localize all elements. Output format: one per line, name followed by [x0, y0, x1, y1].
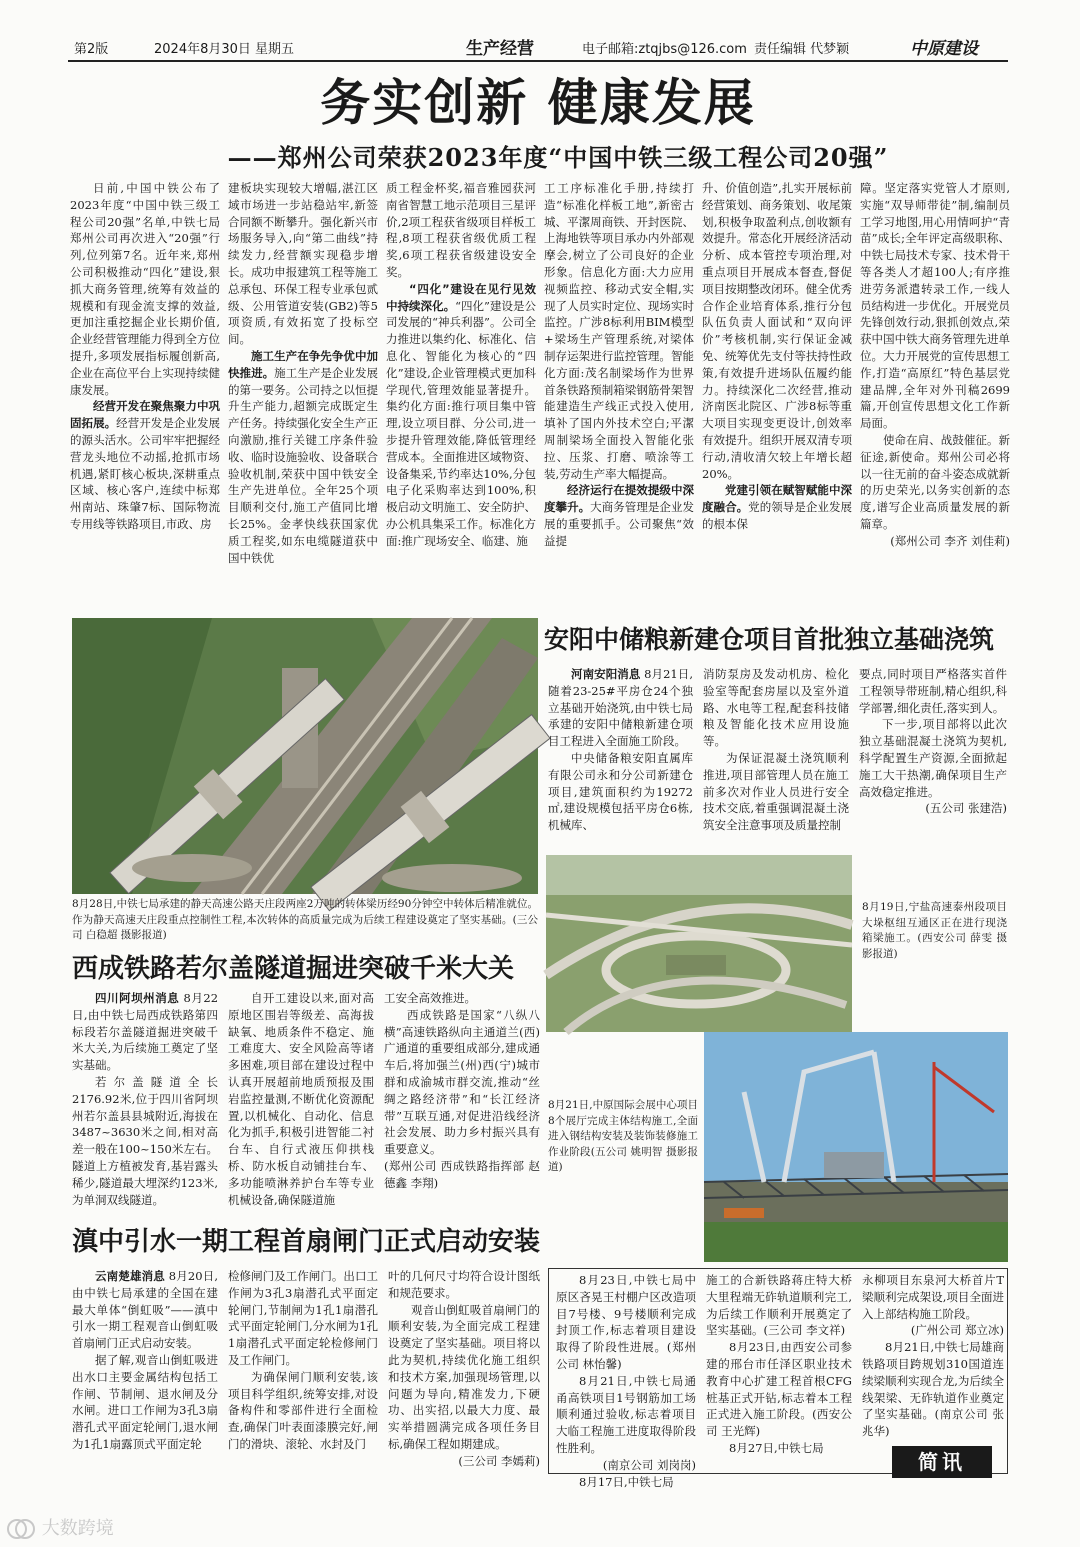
lead-paragraph: 建板块实现较大增幅,湛江区域市场进一步站稳站牢,新签合同额不断攀升。强化新兴市场服务导入,向“第二曲线”持续发力,经营额实现稳步增长。成功申报建筑工程等施工总承包、环保工程专业承包贰级、公用管道安装(GB2)等5项资质,有效拓宽了投标空间。: [228, 181, 378, 347]
ruoergai-byline: (郑州公司 西成铁路指挥部 赵德鑫 李翔): [384, 1158, 540, 1190]
watermark-text: 大数跨境: [41, 1518, 114, 1539]
anyang-column-2: [703, 666, 849, 858]
anyang-dateline: 河南安阳消息: [571, 667, 641, 681]
lead-headline: 务实创新 健康发展: [320, 73, 756, 132]
brief-item: 永柳项目东泉河大桥首片T梁顺利完成架设,项目全面进入上部结构施工阶段。: [862, 1273, 1004, 1321]
ruoergai-column-2: [228, 990, 374, 1214]
article-paragraph: 为保证混凝土浇筑顺利推进,项目部管理人员在施工前多次对作业人员进行安全技术交底,着重强调混凝土浇筑安全注意事项及质量控制: [703, 750, 849, 833]
bridge-photo-caption: 8月28日,中铁七局承建的静天高速公路天庄段两座2万吨的转体梁历经90分钟空中转体后精准就位。作为静天高速天庄段重点控制性工程,本次转体的高质量完成为后续工程建设奠定了坚实基础。(三公司 白稳超 摄影报道): [72, 898, 538, 941]
lead-paragraph: 大商务管理是企业发展的重要抓手。公司聚焦“效益提: [544, 500, 695, 548]
article-paragraph: 观音山倒虹吸首扇闸门的顺利安装,为全面完成工程建设奠定了坚实基础。项目将以此为契机,持续优化施工组织和技术方案,加强现场管理,以问题为导向,精准发力,下硬功、出实招,以最大力度、最实举措圆满完成各项任务目标,确保工程如期建成。: [388, 1302, 540, 1451]
contact-email[interactable]: 电子邮箱:ztqjbs@126.com: [582, 42, 747, 57]
briefs-tag: 简讯: [892, 1446, 992, 1478]
anyang-column-3: [859, 666, 1007, 858]
article-paragraph: 8月21日,随着23-25#平房仓24个独立基础开始浇筑,由中铁七局承建的安阳中储粮新建仓项目工程进入全面施工阶段。: [548, 667, 694, 749]
lead-section-heading: 党建引领在赋智赋能中深度融合。: [702, 483, 852, 515]
briefs-column-2: [706, 1272, 852, 1470]
paper-logo: 中原建设: [910, 39, 978, 59]
brief-byline: (广州公司 郑立冰): [910, 1323, 1004, 1338]
article-paragraph: 叶的几何尺寸均符合设计图纸和规范要求。: [388, 1269, 540, 1300]
brief-item: 8月23日,由西安公司参建的邢台市任泽区职业技术教育中心扩建工程首根CFG桩基正式开钻,标志着本工程正式进入施工阶段。(西安公司 王光辉): [706, 1340, 852, 1439]
bridge-rotation-photo: [72, 618, 538, 894]
article-paragraph: 西成铁路是国家“八纵八横”高速铁路纵向主通道兰(西)广通道的重要组成部分,建成通车后,将加强兰(州)西(宁)城市群和成渝城市群交流,推动“丝绸之路经济带”和“长江经济带”互联互通,对促进沿线经济社会发展、助力乡村振兴具有重要意义。: [384, 1007, 540, 1157]
article-paragraph: 检修闸门及工作闸门。出口工作闸为3孔3扇潜孔式平面定轮闸门,节制闸为1孔1扇潜孔式平面定轮闸门,分水闸为1孔1扇潜孔式平面定轮检修闸门及工作闸门。: [228, 1269, 378, 1367]
watermark-logo-icon: [6, 1518, 36, 1540]
brief-item: 8月27日,中铁七局: [729, 1440, 824, 1455]
interchange-photo-caption: 8月19日,宁盐高速泰州段项目大垛枢纽互通区正在进行现浇箱梁施工。(西安公司 薛雯 摄影报道): [862, 901, 1007, 960]
issue-date: 2024年8月30日 星期五: [154, 42, 295, 57]
article-paragraph: 据了解,观音山倒虹吸进出水口主要金属结构包括工作闸、节制闸、退水闸及分水闸。进口工作闸为3孔3扇潜孔式平面定轮闸门,退水闸为1孔1扇露顶式平面定轮: [72, 1352, 218, 1451]
page-header: [68, 34, 1008, 62]
lead-column-1: [70, 180, 220, 612]
article-paragraph: 消防泵房及发动机房、检化验室等配套房屋以及室外道路、水电等工程,配套科技储粮及智能化技术应用设施等。: [703, 667, 849, 749]
interchange-image: [546, 855, 852, 1032]
expo-construction-photo: [704, 1032, 1008, 1262]
dianzhong-dateline: 云南楚雄消息: [95, 1269, 165, 1283]
lead-section-heading: “四化”建设在见行见效中持续深化。: [386, 281, 536, 313]
article-paragraph: 要点,同时项目严格落实首件工程领导带班制,精心组织,科学部署,细化责任,落实到人。: [859, 667, 1007, 715]
dianzhong-column-2: [228, 1268, 378, 1492]
article-paragraph: 为确保闸门顺利安装,该项目科学组织,统筹安排,对设备构件和零部件进行全面检查,确保门叶表面漆膜完好,闸门的滑块、滚轮、水封及门: [228, 1369, 378, 1451]
expo-construction-image: [704, 1032, 1008, 1262]
lead-column-3: [386, 180, 536, 612]
briefs-column-3: [862, 1272, 1004, 1444]
lead-paragraph: “四化”建设是公司发展的“神兵利器”。公司全力推进以集约化、标准化、信息化、智能化为核心的“四化”建设,企业管理模式更加科学现代,管理效能显著提升。集约化方面:推行项目集中管理,设立项目群、分公司,进一步提升管理效能,降低管理经营成本。全面推进区域物资、设备集采,节约率达10%,分包电子化采购率达到100%,积极启动文明施工、安全防护、办公机具集采工作。标准化方面:推广现场安全、临建、施: [386, 298, 536, 548]
lead-paragraph: 升、价值创造”,扎实开展标前经营策划、商务策划、收尾策划,积极争取盈利点,创收额有效提升。常态化开展经济活动分析、成本管控专项治理,对重点项目开展成本督查,督促项目按期整改闭环。健全优秀合作企业培育体系,推行分包队伍负责人面试和“双向评价”考核机制,实行保证金减免、统筹优先支付等扶持性政策,有效提升进场队伍履约能力。持续深化二次经营,推动济南医北院区、广涉8标等重大项目实现变更设计,创效率有效提升。组织开展双清专项行动,清收清欠较上年增长超20%。: [702, 181, 852, 481]
article-paragraph: 中央储备粮安阳直属库有限公司永和分公司新建仓项目,建筑面积约为19272㎡,建设规模包括平房仓6栋,机械库、: [548, 750, 693, 833]
lead-paragraph: 质工程金杯奖,福音雅园获河南省智慧工地示范项目三星评价,2项工程获省级项目样板工程,8项工程获省级优质工程奖,6项工程获省级建设安全奖。: [386, 181, 536, 279]
watermark: [6, 1514, 114, 1540]
lead-section-heading: 经营开发在聚焦聚力中巩固拓展。: [70, 399, 220, 431]
lead-paragraph: 日前,中国中铁公布了2023年度“中国中铁三级工程公司20强”名单,中铁七局郑州公司再次进入“20强”行列,位列第7名。近年来,郑州公司积极推动“四化”建设,狠抓大商务管理,统筹有效益的规模和有现金流支撑的效益,更加注重挖掘企业长期价值,企业经营管理能力得到全方位提升,多项发展指标履创新高,企业在高位平台上实现持续健康发展。: [70, 181, 220, 397]
dianzhong-byline: (三公司 李嫣莉): [458, 1453, 540, 1468]
article-paragraph: 下一步,项目部将以此次独立基础混凝土浇筑为契机,科学配置生产资源,全面掀起施工大干热潮,确保项目生产高效稳定推进。: [859, 717, 1007, 799]
dianzhong-column-1: [72, 1268, 218, 1492]
bridge-rotation-image: [72, 618, 538, 894]
lead-subheadline: ——郑州公司荣获2023年度“中国中铁三级工程公司20强”: [227, 143, 889, 172]
lead-paragraph: 障。坚定落实党管人才原则,实施“双导师带徒”制,编制员工学习地图,用心用情呵护“青苗”成长;全年评定高级职称、中铁七局技术专家、技术骨干等各类人才超100人;有序推进劳务派遣转录工作,一线人员结构进一步优化。开展党员先锋创效行动,狠抓创效点,荣获中国中铁大商务管理先进单位。大力开展党的宣传思想工作,打造“高原红”特色基层党建品牌,全年对外刊稿2699篇,开创宣传思想文化工作新局面。: [860, 181, 1010, 431]
ruoergai-headline: 西成铁路若尔盖隧道掘进突破千米大关: [72, 954, 515, 984]
anyang-headline: 安阳中储粮新建仓项目首批独立基础浇筑: [544, 625, 995, 654]
expo-photo-caption: 8月21日,中原国际会展中心项目8个展厅完成主体结构施工,全面进入钢结构安装及装饰装修施工作业阶段(五公司 姚明智 摄影报道): [548, 1099, 698, 1173]
lead-column-6: [860, 180, 1010, 612]
lead-paragraph: 工工序标准化手册,持续打造“标准化样板工地”,新密古城、平潔周商铁、开封医院、上海地铁等项目承办内外部观摩会,树立了公司良好的企业形象。信息化方面:大力应用视频监控、移动式安全帽,实现了人员实时定位、现场实时监控。广涉8标利用BIM模型+梁场生产管理系统,对梁体制存运架进行监控管理。智能化方面:茂名制梁场作为世界首条铁路预制箱梁钢筋骨架智能建造生产线正式投入使用,填补了国内外技术空白;平潔周制梁场全面投入智能化张拉、压浆、打磨、喷涂等工装,劳动生产率大幅提高。: [544, 181, 694, 481]
anyang-column-1: [548, 666, 693, 858]
dianzhong-column-3: [388, 1268, 540, 1492]
article-paragraph: 自开工建设以来,面对高原地区围岩等级差、高海拔缺氧、地质条件不稳定、施工难度大、安全风险高等诸多困难,项目部在建设过程中认真开展超前地质预报及围岩监控量测,不断优化资源配置,以机械化、自动化、信息化为抓手,积极引进智能二衬台车、自行式液压仰拱栈桥、防水板自动铺挂台车、多功能喷淋养护台车等专业机械设备,确保隧道施: [228, 991, 374, 1207]
lead-column-2: [228, 180, 378, 612]
lead-paragraph: 施工生产是企业发展的第一要务。公司持之以恒提升生产能力,超额完成既定生产任务。持续强化安全生产正向激励,推行关键工序条件验收、临时设施验收、设备联合验收机制,荣获中国中铁安全生产先进单位。全年25个项目顺利交付,施工产值同比增长25%。金孝快线获国家优质工程奖,如东电缆隧道获中国中铁优: [228, 365, 379, 565]
brief-byline: (南京公司 刘岗岗): [602, 1457, 696, 1472]
lead-byline: (郑州公司 李齐 刘佳莉): [890, 533, 1010, 548]
lead-column-4: [544, 180, 694, 612]
edition-number: 第2版: [74, 42, 109, 57]
article-paragraph: 8月22日,由中铁七局西成铁路第四标段若尔盖隧道掘进突破千米大关,为后续施工奠定了坚实基础。: [72, 991, 219, 1073]
lead-section-heading: 施工生产在争先争优中加快推进。: [228, 348, 378, 380]
briefs-column-1: [556, 1272, 696, 1489]
section-name: 生产经营: [466, 39, 534, 59]
brief-item: 8月21日,中铁七局雄商铁路项目跨规划310国道连续梁顺利实现合龙,为后续全线架梁、无砟轨道作业奠定了坚实基础。(南京公司 张兆华): [862, 1340, 1004, 1439]
lead-paragraph: 经营开发是企业发展的源头活水。公司牢牢把握经营龙头地位不动摇,抢抓市场机遇,紧盯核心板块,深耕重点区域、核心客户,连续中标郑州南站、珠肇7标、国际物流专用线等铁路项目,市政、房: [70, 416, 221, 531]
ruoergai-dateline: 四川阿坝州消息: [95, 991, 180, 1005]
dianzhong-headline: 滇中引水一期工程首扇闸门正式启动安装: [72, 1227, 541, 1257]
anyang-byline: (五公司 张建浩): [925, 801, 1007, 816]
brief-item: 施工的合新铁路蒋庄特大桥大里程端无砟轨道顺利完工,为后续工作顺利开展奠定了坚实基础。(三公司 李文祥): [706, 1273, 852, 1338]
lead-paragraph: 使命在肩、战鼓催征。新征途,新使命。郑州公司必将以一往无前的奋斗姿态成就新的历史荣光,以务实创新的态度,谱写企业高质量发展的新篇章。: [860, 432, 1010, 531]
ruoergai-column-1: [72, 990, 218, 1214]
lead-section-heading: 经济运行在提效提级中深度攀升。: [544, 483, 694, 515]
lead-paragraph: 党的领导是企业发展的根本保: [702, 500, 853, 531]
brief-item: 8月23日,中铁七局中原区吝晃王村棚户区改造项目7号楼、9号楼顺利完成封顶工作,标志着项目建设取得了阶段性进展。(郑州公司 林怡馨): [556, 1273, 696, 1371]
ruoergai-column-3: [384, 990, 540, 1214]
brief-item: 8月17日,中铁七局: [579, 1474, 674, 1489]
article-paragraph: 若尔盖隧道全长2176.92米,位于四川省阿坝州若尔盖县县城附近,海拔在3487~3630米之间,相对高差一般在100~150米左右。隧道上方植被发育,基岩露头稀少,隧道最大埋深约123米,为单洞双线隧道。: [72, 1074, 218, 1207]
responsible-editor: 责任编辑 代梦颖: [754, 42, 850, 57]
brief-item: 8月21日,中铁七局通甬高铁项目1号钢筋加工场顺利通过验收,标志着项目大临工程施工进度取得阶段性胜利。: [556, 1373, 696, 1455]
interchange-photo: [546, 855, 852, 1032]
article-paragraph: 工安全高效推进。: [384, 991, 476, 1005]
lead-column-5: [702, 180, 852, 612]
article-paragraph: 8月20日,由中铁七局承建的全国在建最大单体“倒虹吸”——滇中引水一期工程观音山倒虹吸首扇闸门正式启动安装。: [72, 1269, 219, 1351]
